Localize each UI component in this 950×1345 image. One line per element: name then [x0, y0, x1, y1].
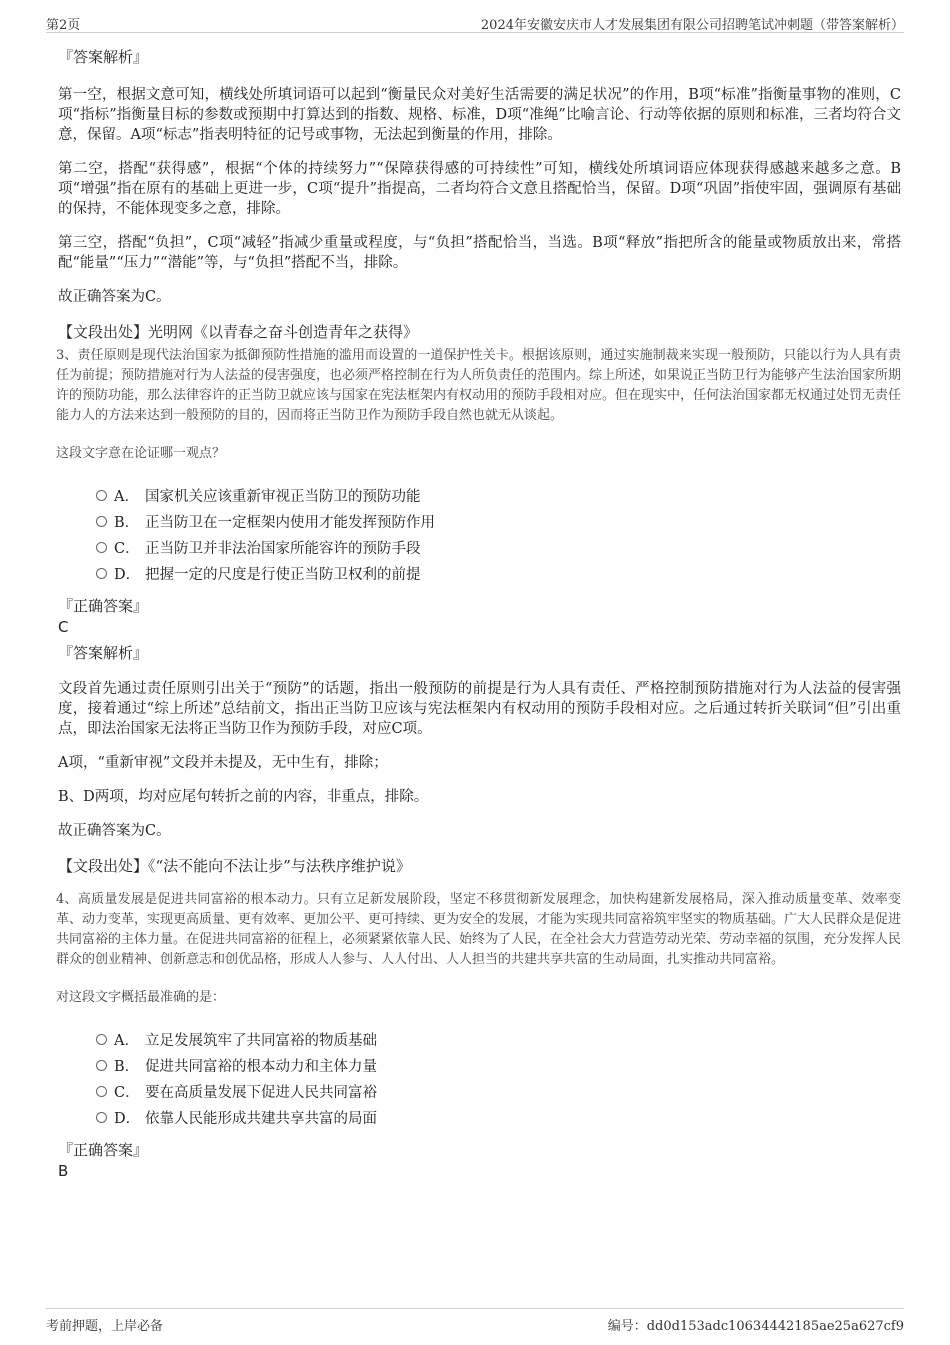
option-c[interactable]: [96, 1079, 901, 1105]
source-citation: 【文段出处】光明网《以青春之奋斗创造青年之获得》: [58, 323, 419, 341]
radio-button[interactable]: [96, 1060, 107, 1071]
radio-button[interactable]: [96, 1034, 107, 1045]
correct-answer: C: [58, 618, 69, 636]
option-letter: B．: [114, 515, 140, 531]
option-text: 促进共同富裕的根本动力和主体力量: [145, 1059, 377, 1075]
page-header: [46, 10, 904, 33]
analysis-tag: 『答案解析』: [58, 48, 149, 66]
question-4-prompt: 对这段文字概括最准确的是：: [56, 990, 226, 1005]
page-footer: [46, 1308, 904, 1333]
option-text: 国家机关应该重新审视正当防卫的预防功能: [145, 489, 421, 505]
analysis-paragraph: A项，“重新审视”文段并未提及，无中生有，排除；: [58, 755, 388, 771]
option-text: 正当防卫在一定框架内使用才能发挥预防作用: [145, 515, 435, 531]
option-a[interactable]: [96, 1027, 901, 1053]
option-d[interactable]: [96, 561, 901, 587]
option-text: 依靠人民能形成共建共享共富的局面: [145, 1111, 377, 1127]
radio-button[interactable]: [96, 516, 107, 527]
question-3-prompt: 这段文字意在论证哪一观点？: [56, 446, 226, 461]
analysis-tag: 『答案解析』: [58, 644, 149, 662]
radio-button[interactable]: [96, 1086, 107, 1097]
correct-answer-tag: 『正确答案』: [58, 1141, 149, 1159]
option-letter: A．: [114, 1033, 139, 1049]
option-letter: A．: [114, 489, 139, 505]
page-number: 第2页: [46, 18, 81, 33]
analysis-paragraph: 第一空，根据文意可知，横线处所填词语可以起到“衡量民众对美好生活需要的满足状况”的作用，B项“标准”指衡量事物的准则，C项“指标”指衡量目标的参数或预期中打算达到的指数、规格、标准，D项“准绳”比喻言论、行动等依据的原则和标准，三者均符合文意，保留。A项“标志”指表明特征的记号或事物，无法起到衡量的作用，排除。: [58, 87, 901, 143]
option-text: 正当防卫并非法治国家所能容许的预防手段: [145, 541, 421, 557]
radio-button[interactable]: [96, 490, 107, 501]
option-a[interactable]: [96, 483, 901, 509]
radio-button[interactable]: [96, 542, 107, 553]
option-b[interactable]: [96, 1053, 901, 1079]
source-citation: 【文段出处】《“法不能向不法让步”与法秩序维护说》: [58, 857, 411, 875]
option-letter: C．: [114, 541, 140, 557]
analysis-conclusion: 故正确答案为C。: [58, 289, 171, 305]
analysis-paragraph: B、D两项，均对应尾句转折之前的内容，非重点，排除。: [58, 789, 429, 805]
option-c[interactable]: [96, 535, 901, 561]
footer-slogan: 考前押题，上岸必备: [46, 1319, 164, 1334]
option-d[interactable]: [96, 1105, 901, 1131]
main-content: [56, 46, 901, 1186]
analysis-paragraph: 文段首先通过责任原则引出关于“预防”的话题，指出一般预防的前提是行为人具有责任、严格控制预防措施对行为人法益的侵害强度，接着通过“综上所述”总结前文，指出正当防卫应该与宪法框架内有权动用的预防手段相对应。之后通过转折关联词“但”引出重点，即法治国家无法将正当防卫作为预防手段，对应C项。: [58, 681, 901, 737]
option-letter: B．: [114, 1059, 140, 1075]
option-letter: C．: [114, 1085, 140, 1101]
question-4-options: [96, 1027, 901, 1131]
option-letter: D．: [114, 567, 141, 583]
question-4-text: 4、高质量发展是促进共同富裕的根本动力。只有立足新发展阶段，坚定不移贯彻新发展理念，加快构建新发展格局，深入推动质量变革、效率变革、动力变革，实现更高质量、更有效率、更加公平、更可持续、更为安全的发展，才能为实现共同富裕筑牢坚实的物质基础。广大人民群众是促进共同富裕的主体力量。在促进共同富裕的征程上，必须紧紧依靠人民、始终为了人民，在全社会大力营造劳动光荣、劳动幸福的氛围，充分发挥人民群众的创业精神、创新意志和创优品格，形成人人参与、人人付出、人人担当的共建共享共富的生动局面，扎实推动共同富裕。: [56, 892, 902, 967]
correct-answer: B: [58, 1162, 69, 1180]
option-letter: D．: [114, 1111, 141, 1127]
radio-button[interactable]: [96, 568, 107, 579]
document-id: 编号：dd0d153adc10634442185ae25a627cf9: [607, 1319, 904, 1334]
option-text: 立足发展筑牢了共同富裕的物质基础: [145, 1033, 377, 1049]
analysis-paragraph: 第二空，搭配“获得感”，根据“个体的持续努力”“保障获得感的可持续性”可知，横线处所填词语应体现获得感越来越多之意。B项“增强”指在原有的基础上更进一步，C项“提升”指提高，二者均符合文意且搭配恰当，保留。D项“巩固”指使牢固，强调原有基础的保持，不能体现变多之意，排除。: [58, 161, 901, 217]
option-b[interactable]: [96, 509, 901, 535]
correct-answer-tag: 『正确答案』: [58, 597, 149, 615]
document-title: 2024年安徽安庆市人才发展集团有限公司招聘笔试冲刺题（带答案解析）: [480, 18, 904, 33]
analysis-paragraph: 第三空，搭配“负担”，C项“减轻”指减少重量或程度，与“负担”搭配恰当，当选。B项“释放”指把所含的能量或物质放出来，常搭配“能量”“压力”“潜能”等，与“负担”搭配不当，排除。: [58, 235, 901, 271]
question-3-options: [96, 483, 901, 587]
question-3-text: 3、责任原则是现代法治国家为抵御预防性措施的滥用而设置的一道保护性关卡。根据该原则，通过实施制裁来实现一般预防，只能以行为人具有责任为前提；预防措施对行为人法益的侵害强度，也必须严格控制在行为人所负责任的范围内。综上所述，如果说正当防卫行为能够产生法治国家所期许的预防功能，那么法律容许的正当防卫就应该与国家在宪法框架内有权动用的预防手段相对应。但在现实中，任何法治国家都无权通过处罚无责任能力人的方法来达到一般预防的目的，因而将正当防卫作为预防手段自然也就无从谈起。: [56, 348, 902, 423]
option-text: 把握一定的尺度是行使正当防卫权利的前提: [145, 567, 421, 583]
radio-button[interactable]: [96, 1112, 107, 1123]
option-text: 要在高质量发展下促进人民共同富裕: [145, 1085, 377, 1101]
analysis-conclusion: 故正确答案为C。: [58, 823, 171, 839]
